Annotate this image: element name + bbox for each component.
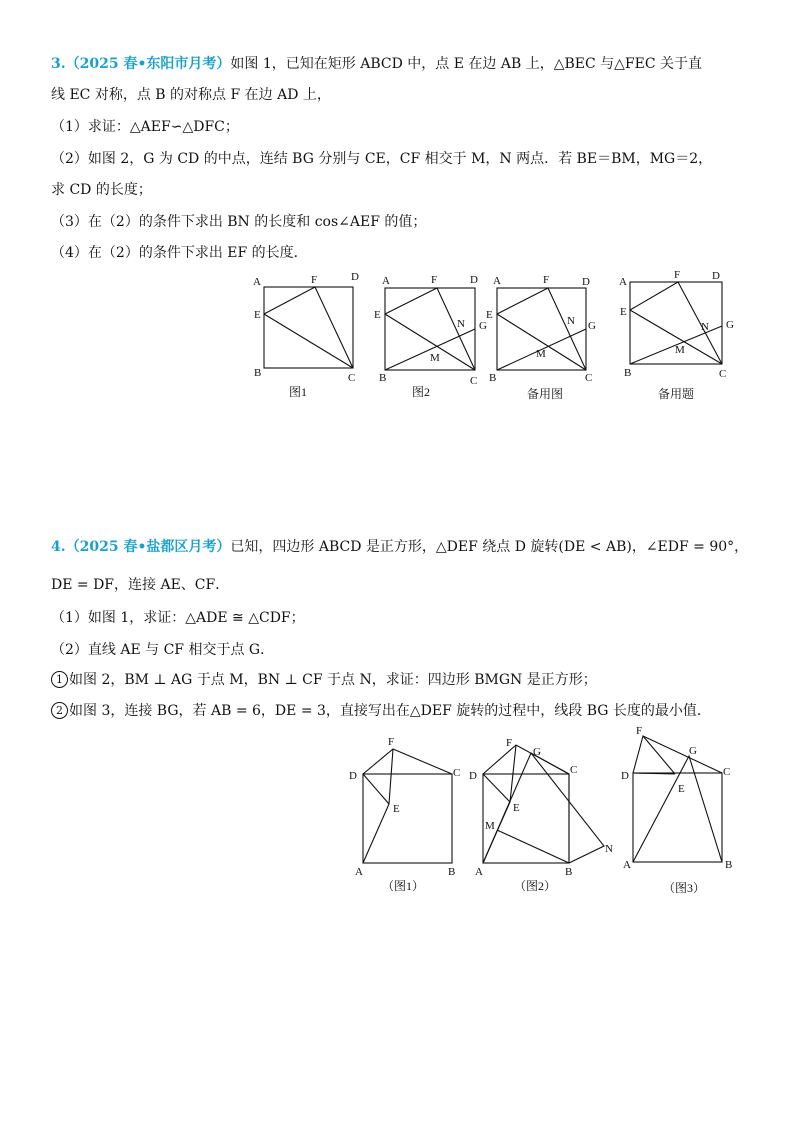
q3-figure-2 <box>372 268 497 403</box>
label-m: M <box>536 348 546 360</box>
q4-source: （2025 春•盐都区月考） <box>65 539 231 555</box>
q4-stem-line-2: DE = DF，连接 AE、CF． <box>51 577 230 593</box>
label-a: A <box>493 275 501 287</box>
label-e: E <box>513 802 520 814</box>
label-e: E <box>678 783 685 795</box>
q3-stem-line-2: 线 EC 对称，点 B 的对称点 F 在边 AD 上， <box>51 87 331 103</box>
figure-caption: 图1 <box>289 385 308 399</box>
label-a: A <box>355 866 363 878</box>
label-e: E <box>486 309 493 321</box>
q3-figure-4 <box>612 264 742 404</box>
q3-figure-1 <box>250 268 365 403</box>
label-n: N <box>567 315 575 327</box>
q3-part-2a: （2）如图 2，G 为 CD 的中点，连结 BG 分别与 CE，CF 相交于 M，N 两点．若 BE＝BM，MG＝2， <box>51 151 713 167</box>
label-d: D <box>582 276 590 288</box>
label-n: N <box>457 318 465 330</box>
label-f: F <box>431 274 438 286</box>
label-e: E <box>620 306 627 318</box>
q3-source: （2025 春•东阳市月考） <box>65 56 231 72</box>
label-e: E <box>254 309 261 321</box>
label-f: F <box>674 269 681 281</box>
label-a: A <box>623 859 631 871</box>
q3-part-3: （3）在（2）的条件下求出 BN 的长度和 cos∠AEF 的值； <box>51 214 427 230</box>
label-f: F <box>506 737 513 749</box>
q4-part-1: （1）如图 1，求证：△ADE ≅ △CDF； <box>51 610 305 626</box>
label-e: E <box>393 803 400 815</box>
label-g: G <box>726 319 734 331</box>
q3-part-1: （1）求证：△AEF∽△DFC； <box>51 119 239 135</box>
q4-figure-2 <box>468 733 618 898</box>
q3-part-4: （4）在（2）的条件下求出 EF 的长度． <box>51 245 308 261</box>
q4-stem-text-1: 已知，四边形 ABCD 是正方形，△DEF 绕点 D 旋转(DE < AB)，∠EDF = 90°， <box>230 539 749 555</box>
label-b: B <box>725 859 733 871</box>
q4-sub-1 <box>51 671 597 689</box>
label-a: A <box>382 275 390 287</box>
label-g: G <box>588 320 596 332</box>
q3-figure-3 <box>484 268 602 403</box>
label-c: C <box>719 368 727 380</box>
label-a: A <box>253 276 261 288</box>
q3-stem-text-1: 如图 1，已知在矩形 ABCD 中，点 E 在边 AB 上，△BEC 与△FEC 关于直 <box>230 56 702 72</box>
label-n: N <box>701 321 709 333</box>
q4-sub-2 <box>51 702 711 720</box>
q4-sub-2-text: 如图 3，连接 BG，若 AB = 6，DE = 3，直接写出在△DEF 旋转的过程中，线段 BG 长度的最小值． <box>69 703 711 719</box>
label-d: D <box>469 770 477 782</box>
circled-number: 1 <box>51 671 68 688</box>
figure-caption: 备用题 <box>658 387 695 401</box>
label-b: B <box>448 866 456 878</box>
label-b: B <box>489 372 497 384</box>
label-f: F <box>543 274 550 286</box>
label-m: M <box>675 344 685 356</box>
label-c: C <box>723 766 731 778</box>
label-b: B <box>565 866 573 878</box>
q3-number: 3. <box>51 56 66 72</box>
figure-caption: （图3） <box>663 881 706 895</box>
label-d: D <box>470 274 478 286</box>
figure-caption: 备用图 <box>527 387 564 401</box>
figure-caption: 图2 <box>412 385 431 399</box>
q4-stem-line-1 <box>51 538 748 556</box>
label-g: G <box>479 320 487 332</box>
label-c: C <box>585 372 593 384</box>
figure-caption: （图2） <box>514 879 557 893</box>
label-c: C <box>470 375 478 387</box>
q4-sub-1-text: 如图 2，BM ⊥ AG 于点 M，BN ⊥ CF 于点 N，求证：四边形 BMGN 是正方形； <box>69 672 597 688</box>
label-d: D <box>712 270 720 282</box>
label-c: C <box>570 764 578 776</box>
label-d: D <box>621 770 629 782</box>
label-f: F <box>636 725 643 737</box>
label-g: G <box>533 746 541 758</box>
q4-figure-1 <box>345 733 470 898</box>
label-b: B <box>624 367 632 379</box>
q3-stem-line-1 <box>51 55 702 73</box>
label-b: B <box>254 367 262 379</box>
q4-number: 4. <box>51 539 66 555</box>
figure-caption: （图1） <box>382 879 425 893</box>
label-e: E <box>374 309 381 321</box>
label-f: F <box>311 274 318 286</box>
label-m: M <box>485 820 495 832</box>
q4-part-2: （2）直线 AE 与 CF 相交于点 G． <box>51 642 275 658</box>
q3-part-2b: 求 CD 的长度； <box>51 182 152 198</box>
label-n: N <box>605 843 613 855</box>
label-f: F <box>388 736 395 748</box>
label-a: A <box>619 276 627 288</box>
label-d: D <box>351 271 359 283</box>
label-g: G <box>689 745 697 757</box>
label-c: C <box>348 372 356 384</box>
label-c: C <box>453 767 461 779</box>
label-d: D <box>349 770 357 782</box>
label-a: A <box>475 866 483 878</box>
label-b: B <box>379 372 387 384</box>
circled-number: 2 <box>51 702 68 719</box>
label-m: M <box>430 352 440 364</box>
q4-figure-3 <box>618 722 743 898</box>
